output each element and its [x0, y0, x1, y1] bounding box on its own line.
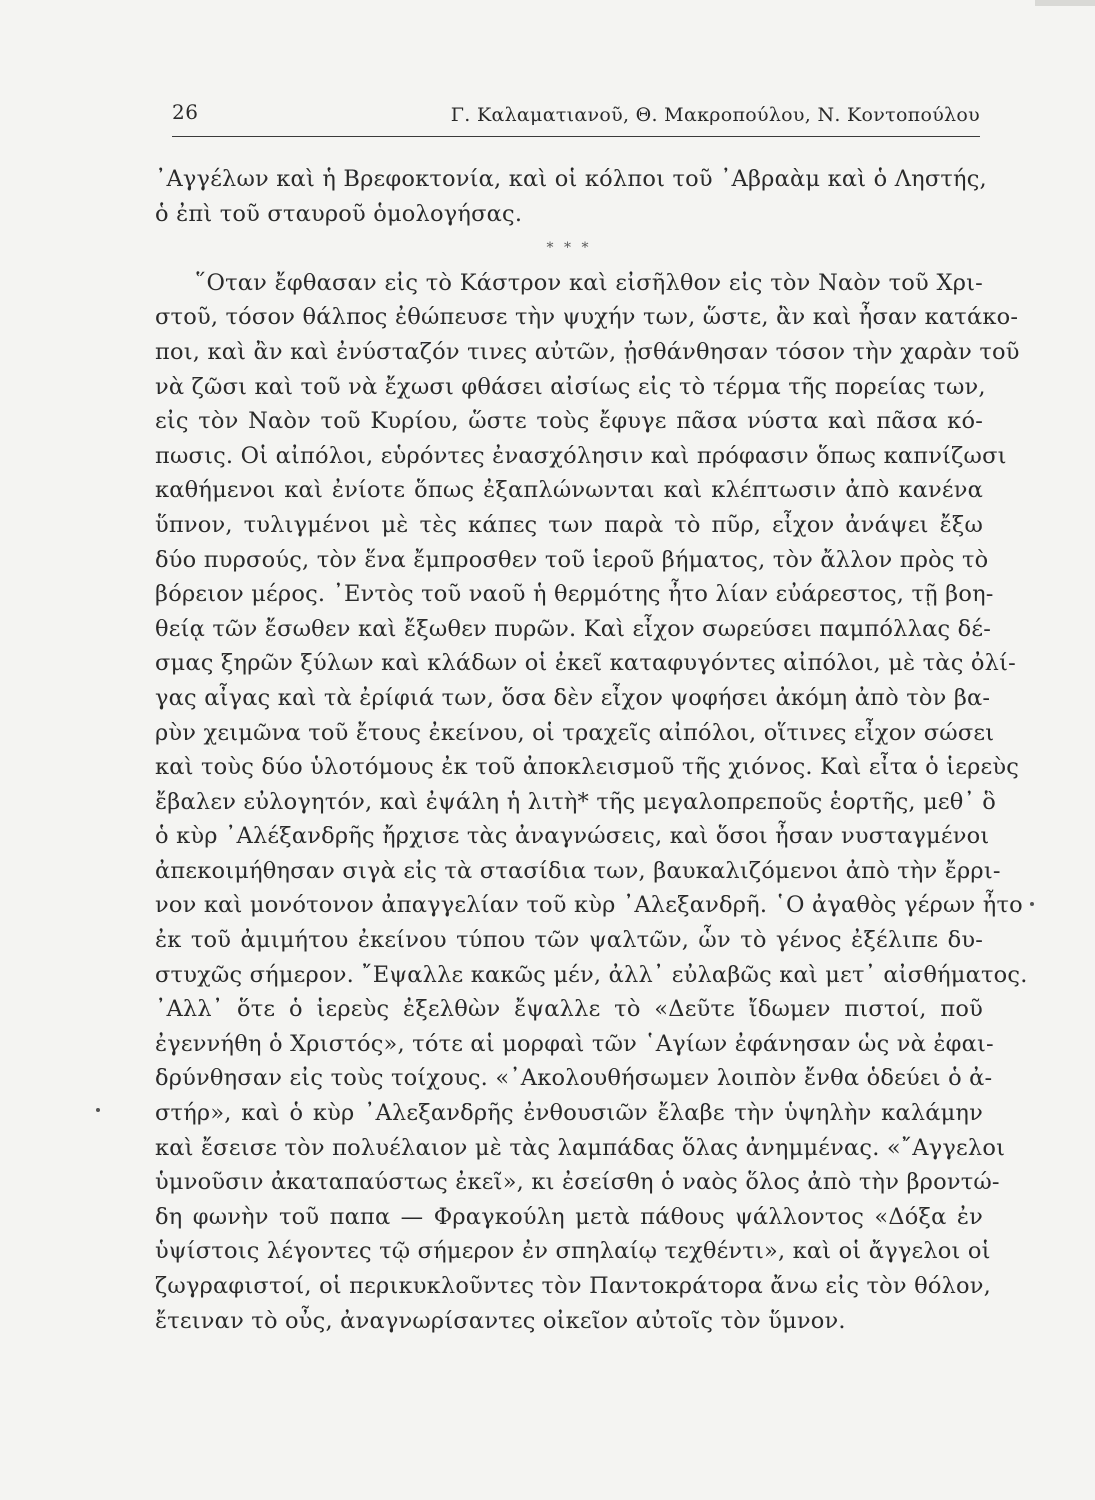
text-line: ὁ κὺρ ᾿Αλέξανδρῆς ἤρχισε τὰς ἀναγνώσεις, καὶ ὅσοι ἦσαν νυσταγμένοι [155, 823, 990, 850]
text-line: ᾿Αλλ᾿ ὅτε ὁ ἱερεὺς ἐξελθὼν ἔψαλλε τὸ «Δεῦτε ἴδωμεν πιστοί, ποῦ [155, 996, 983, 1023]
text-line: καὶ ἔσεισε τὸν πολυέλαιον μὲ τὰς λαμπάδας ὅλας ἀνημμένας. «῎Αγγελοι [155, 1134, 1006, 1161]
page-number: 26 [172, 100, 199, 124]
text-line: ὑμνοῦσιν ἀκαταπαύστως ἐκεῖ», κι ἐσείσθη ὁ ναὸς ὅλος ἀπὸ τὴν βροντώ- [155, 1169, 1000, 1196]
text-line: καὶ τοὺς δύο ὑλοτόμους ἐκ τοῦ ἀποκλεισμοῦ τῆς χιόνος. Καὶ εἶτα ὁ ἱερεὺς [155, 754, 1020, 781]
text-line: δύο πυρσούς, τὸν ἕνα ἔμπροσθεν τοῦ ἱεροῦ βήματος, τὸν ἄλλον πρὸς τὸ [155, 546, 989, 573]
text-line: ἔβαλεν εὐλογητόν, καὶ ἐψάλη ἡ λιτὴ* τῆς μεγαλοπρεποῦς ἑορτῆς, μεθ᾿ ὃ [155, 788, 997, 815]
text-line: ῞Οταν ἔφθασαν εἰς τὸ Κάστρον καὶ εἰσῆλθον εἰς τὸν Ναὸν τοῦ Χρι- [195, 269, 983, 296]
text-line: ᾿Αγγέλων καὶ ἡ Βρεφοκτονία, καὶ οἱ κόλποι τοῦ ᾿Αβραὰμ καὶ ὁ Ληστής, [155, 166, 987, 192]
text-line: εἰς τὸν Ναὸν τοῦ Κυρίου, ὥστε τοὺς ἔφυγε πᾶσα νύστα καὶ πᾶσα κό- [155, 408, 983, 435]
body-text [155, 162, 1028, 1338]
text-line: καθήμενοι καὶ ἐνίοτε ὅπως ἐξαπλώνωνται καὶ κλέπτωσιν ἀπὸ κανένα [155, 477, 983, 504]
text-line: θείᾳ τῶν ἔσωθεν καὶ ἔξωθεν πυρῶν. Καὶ εἶχον σωρεύσει παμπόλλας δέ- [155, 615, 992, 642]
text-line: δη φωνὴν τοῦ παπα — Φραγκούλη μετὰ πάθους ψάλλοντος «Δόξα ἐν [155, 1203, 983, 1230]
section-separator: * * * [546, 240, 592, 257]
page-header [172, 100, 980, 137]
text-line: πωσις. Οἱ αἰπόλοι, εὑρόντες ἐνασχόλησιν καὶ πρόφασιν ὅπως καπνίζωσι [155, 442, 1007, 469]
text-line: δρύνθησαν εἰς τοὺς τοίχους. «᾿Ακολουθήσωμεν λοιπὸν ἔνθα ὁδεύει ὁ ἀ- [155, 1065, 993, 1092]
text-line: στυχῶς σήμερον. ῎Εψαλλε κακῶς μέν, ἀλλ᾿ εὐλαβῶς καὶ μετ᾿ αἰσθήματος. [155, 961, 1028, 988]
text-line: ἐγεννήθη ὁ Χριστός», τότε αἱ μορφαὶ τῶν ῾Αγίων ἐφάνησαν ὡς νὰ ἐφαι- [155, 1030, 994, 1057]
text-line: ὑψίστοις λέγοντες τῷ σήμερον ἐν σπηλαίῳ τεχθέντι», καὶ οἱ ἄγγελοι οἱ [155, 1238, 991, 1265]
text-line: ρὺν χειμῶνα τοῦ ἔτους ἐκείνου, οἱ τραχεῖς αἰπόλοι, οἵτινες εἶχον σώσει [155, 719, 995, 746]
text-line: ἀπεκοιμήθησαν σιγὰ εἰς τὰ στασίδια των, βαυκαλιζόμενοι ἀπὸ τὴν ἔρρι- [155, 857, 1001, 884]
text-line: γας αἶγας καὶ τὰ ἐρίφιά των, ὅσα δὲν εἶχον ψοφήσει ἀκόμη ἀπὸ τὸν βα- [155, 684, 991, 711]
text-line: ἐκ τοῦ ἀμιμήτου ἐκείνου τύπου τῶν ψαλτῶν, ὧν τὸ γένος ἐξέλιπε δυ- [155, 927, 983, 954]
text-line: νον καὶ μονότονον ἀπαγγελίαν τοῦ κὺρ ᾿Αλεξανδρῆ. ῾Ο ἀγαθὸς γέρων ἦτο [155, 892, 1023, 919]
text-line: νὰ ζῶσι καὶ τοῦ νὰ ἔχωσι φθάσει αἰσίως εἰς τὸ τέρμα τῆς πορείας των, [155, 373, 986, 400]
text-line: ἔτειναν τὸ οὖς, ἀναγνωρίσαντες οἰκεῖον αὐτοῖς τὸν ὕμνον. [155, 1307, 846, 1334]
scan-speck [1030, 902, 1034, 906]
scan-speck [96, 1108, 100, 1112]
text-line: σμας ξηρῶν ξύλων καὶ κλάδων οἱ ἐκεῖ καταφυγόντες αἰπόλοι, μὲ τὰς ὀλί- [155, 650, 1016, 677]
text-line: βόρειον μέρος. ᾿Εντὸς τοῦ ναοῦ ἡ θερμότης ἦτο λίαν εὐάρεστος, τῇ βοη- [155, 581, 994, 608]
running-head-authors: Γ. Καλαματιανοῦ, Θ. Μακροπούλου, Ν. Κοντοπούλου [450, 104, 980, 126]
scan-edge-mark [1035, 0, 1095, 6]
text-line: στήρ», καὶ ὁ κὺρ ᾿Αλεξανδρῆς ἐνθουσιῶν ἔλαβε τὴν ὑψηλὴν καλάμην [155, 1100, 983, 1127]
text-line: ποι, καὶ ἂν καὶ ἐνύσταζόν τινες αὐτῶν, ᾐσθάνθησαν τόσον τὴν χαρὰν τοῦ [155, 338, 1020, 365]
text-line: ζωγραφιστοί, οἱ περικυκλοῦντες τὸν Παντοκράτορα ἄνω εἰς τὸν θόλον, [155, 1273, 992, 1299]
text-line: ὕπνον, τυλιγμένοι μὲ τὲς κάπες των παρὰ τὸ πῦρ, εἶχον ἀνάψει ἔξω [155, 511, 983, 538]
text-line: στοῦ, τόσον θάλπος ἐθώπευσε τὴν ψυχήν των, ὥστε, ἂν καὶ ἦσαν κατάκο- [155, 304, 1019, 331]
text-line: ὁ ἐπὶ τοῦ σταυροῦ ὁμολογήσας. [155, 200, 523, 227]
